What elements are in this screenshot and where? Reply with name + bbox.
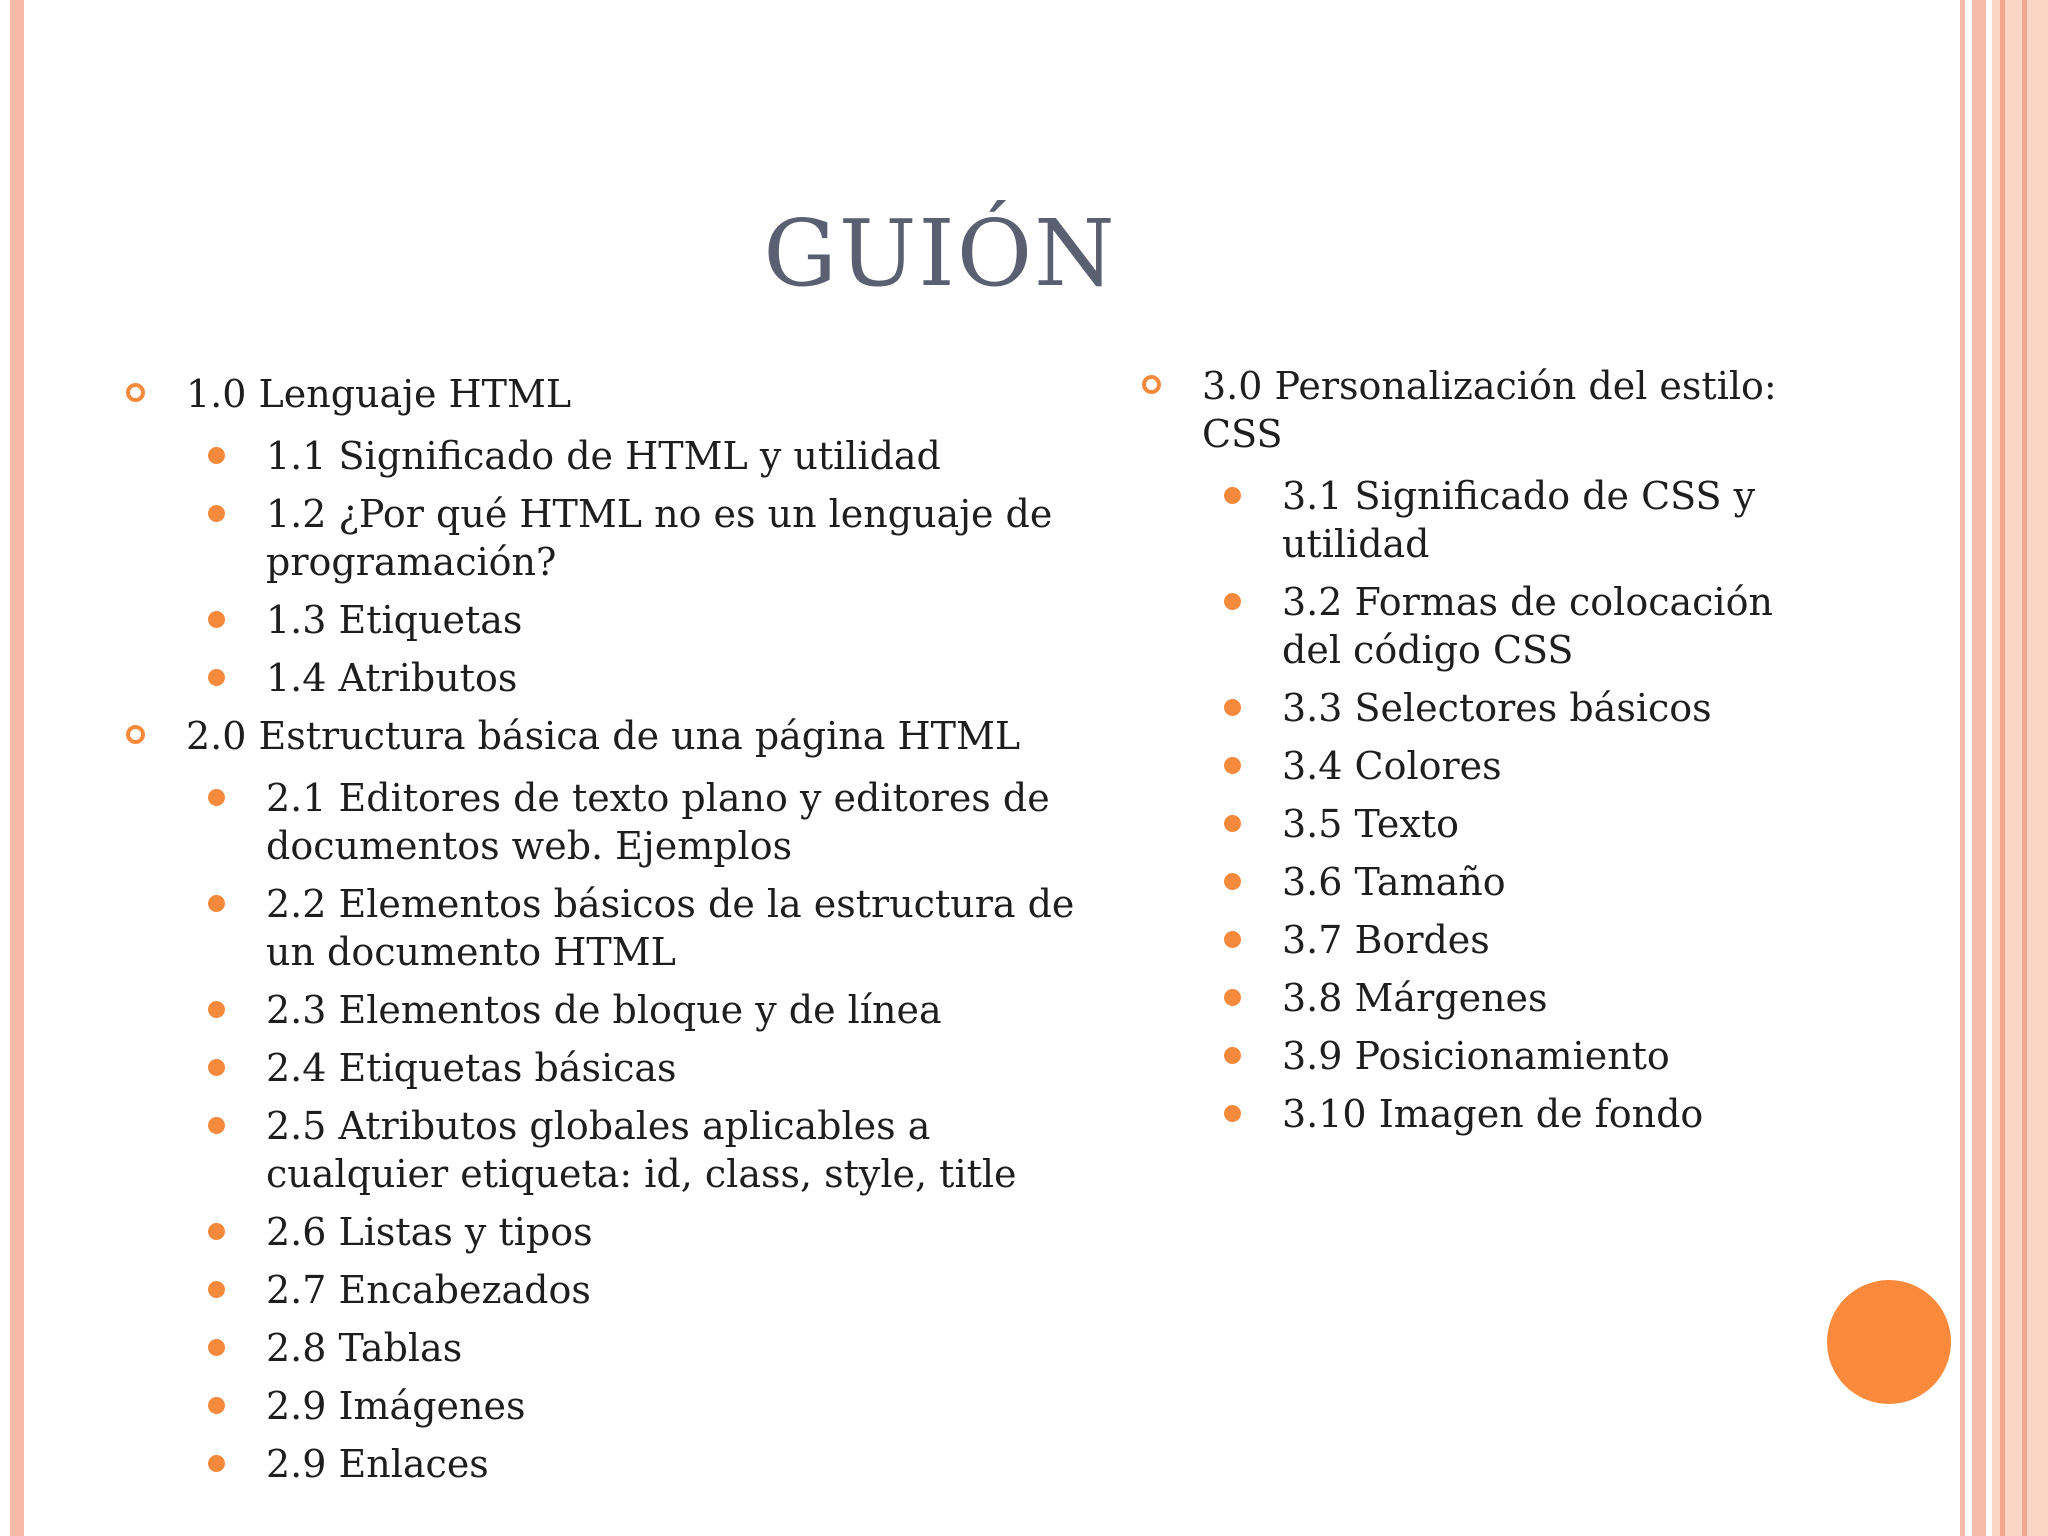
right-decorative-stripe-4 [2022, 0, 2027, 1536]
decorative-circle [1827, 1280, 1951, 1404]
list-item: 3.7 Bordes [1136, 916, 1836, 964]
dot-bullet-icon [1224, 931, 1241, 948]
list-item: 3.1 Significado de CSS y utilidad [1136, 472, 1836, 568]
dot-bullet-icon [208, 447, 225, 464]
list-item: 2.4 Etiquetas básicas [120, 1044, 1080, 1092]
list-item: 1.4 Atributos [120, 654, 1080, 702]
list-item: 2.2 Elementos básicos de la estructura de un documento HTML [120, 880, 1080, 976]
dot-bullet-icon [208, 1059, 225, 1076]
dot-bullet-icon [208, 1001, 225, 1018]
section-2 [120, 712, 1080, 760]
list-item: 2.1 Editores de texto plano y editores de documentos web. Ejemplos [120, 774, 1080, 870]
list-item: 3.3 Selectores básicos [1136, 684, 1836, 732]
dot-bullet-icon [208, 1455, 225, 1472]
dot-bullet-icon [1224, 989, 1241, 1006]
dot-bullet-icon [1224, 593, 1241, 610]
list-item: 2.6 Listas y tipos [120, 1208, 1080, 1256]
list-item: 2.9 Imágenes [120, 1382, 1080, 1430]
dot-bullet-icon [1224, 873, 1241, 890]
list-item: 3.9 Posicionamiento [1136, 1032, 1836, 1080]
right-decorative-stripe-3 [2000, 0, 2005, 1536]
list-item: 2.8 Tablas [120, 1324, 1080, 1372]
list-item: 2.5 Atributos globales aplicables a cualquier etiqueta: id, class, style, title [120, 1102, 1080, 1198]
list-item: 3.2 Formas de colocación del código CSS [1136, 578, 1836, 674]
list-item: 2.3 Elementos de bloque y de línea [120, 986, 1080, 1034]
right-decorative-stripe-2 [1972, 0, 1986, 1536]
dot-bullet-icon [208, 669, 225, 686]
dot-bullet-icon [208, 1281, 225, 1298]
list-item: 1.2 ¿Por qué HTML no es un lenguaje de programación? [120, 490, 1080, 586]
dot-bullet-icon [208, 611, 225, 628]
right-decorative-stripe-1 [1960, 0, 1965, 1536]
left-column [120, 370, 1080, 1498]
ring-bullet-icon [126, 383, 145, 402]
list-item: 3.8 Márgenes [1136, 974, 1836, 1022]
list-item: 2.9 Enlaces [120, 1440, 1080, 1488]
list-item: 1.1 Significado de HTML y utilidad [120, 432, 1080, 480]
slide-title: GUIÓN [763, 200, 1117, 307]
list-item: 2.7 Encabezados [120, 1266, 1080, 1314]
dot-bullet-icon [208, 1223, 225, 1240]
section-3-label: 3.0 Personalización del estilo: CSS [1202, 364, 1777, 456]
dot-bullet-icon [1224, 699, 1241, 716]
ring-bullet-icon [1142, 375, 1161, 394]
section-3 [1136, 362, 1836, 458]
list-item: 3.5 Texto [1136, 800, 1836, 848]
list-item: 3.4 Colores [1136, 742, 1836, 790]
dot-bullet-icon [1224, 1105, 1241, 1122]
dot-bullet-icon [208, 895, 225, 912]
dot-bullet-icon [1224, 815, 1241, 832]
dot-bullet-icon [208, 505, 225, 522]
dot-bullet-icon [208, 1117, 225, 1134]
ring-bullet-icon [126, 725, 145, 744]
list-item: 3.10 Imagen de fondo [1136, 1090, 1836, 1138]
dot-bullet-icon [208, 789, 225, 806]
dot-bullet-icon [1224, 757, 1241, 774]
dot-bullet-icon [208, 1397, 225, 1414]
dot-bullet-icon [1224, 1047, 1241, 1064]
list-item: 1.3 Etiquetas [120, 596, 1080, 644]
dot-bullet-icon [1224, 487, 1241, 504]
right-column [1136, 362, 1836, 1148]
dot-bullet-icon [208, 1339, 225, 1356]
section-1-label: 1.0 Lenguaje HTML [186, 372, 572, 416]
section-1 [120, 370, 1080, 418]
list-item: 3.6 Tamaño [1136, 858, 1836, 906]
section-2-label: 2.0 Estructura básica de una página HTML [186, 714, 1021, 758]
